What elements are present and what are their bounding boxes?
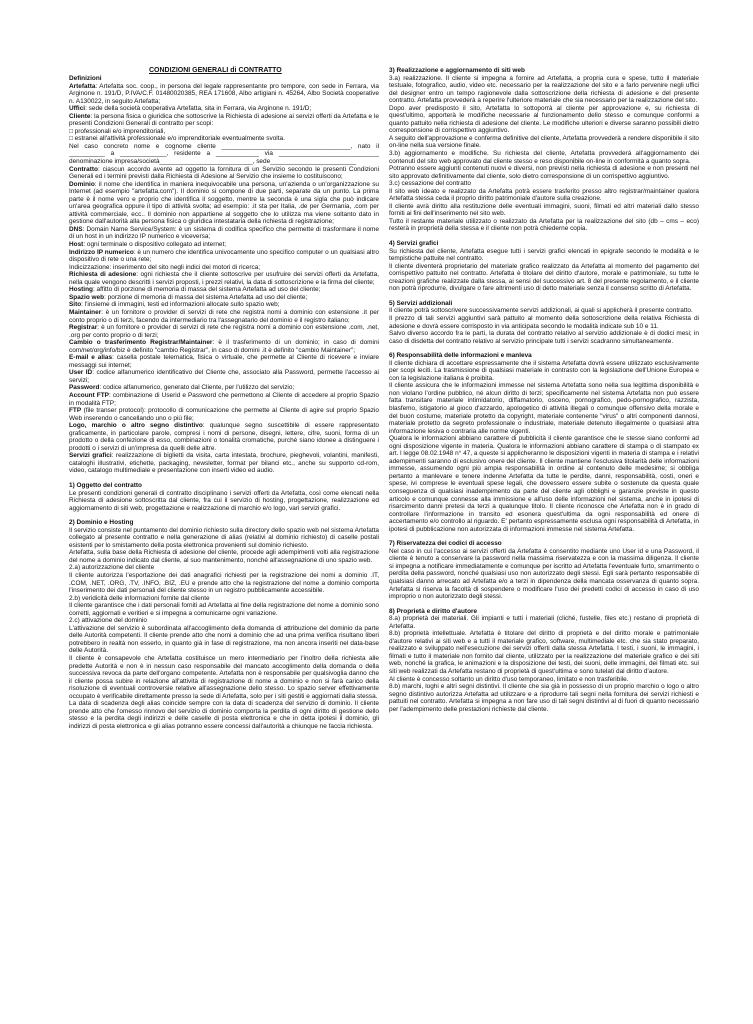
body-paragraph: Dopo aver predisposto il sito, Artefatta lo sottoporrà al cliente per approvazione e, su richiesta di quest'ultimo, apporterà le modifiche necessarie al funzionamento dello stesso e comunque conformi a quanto pattuito nella richiesta di adesione del cliente. Le modifiche ulteriori e diverse saranno possibili dietro corresponsione di corrispettivo aggiuntivo. [389,104,699,135]
body-paragraph: Le presenti condizioni generali di contratto disciplinano i servizi offerti da Artefatta, così come elencati nella Richiesta di adesione sottoscritta dal cliente, fra cui il servizio di hosting, progettazione, realizzazione ed aggiornamento di siti web, progettazione e realizzazione di marchio e/o logo, vari servizi grafici. [69,489,379,512]
definition-paragraph [69,407,379,422]
definition-term: Registrar [69,324,98,332]
definition-paragraph [69,309,379,324]
body-paragraph: 2.a) autorizzazione del cliente [69,564,155,572]
definition-text: : ciascun accordo avente ad oggetto la fornitura di un Servizio secondo le presenti Condizioni Generali ed i termini previsti dalla Richiesta di Adesione al Servizio che insieme lo costituiscono; [69,165,379,181]
definition-term: Servizi grafici [69,452,112,460]
definition-text: : combinazione di Userid e Password che permettono al Cliente di accedere al proprio Spazio in modalità FTP; [69,391,379,407]
definition-text: : qualunque segno suscettibile di essere rappresentato graficamente, in particolare parole, compresi i nomi di persone, disegni, lettere, cifre, suoni, forma di un prodotto o della confezione di esso, combinazioni o tonalità cromatiche, purché siano idonee a distinguere i prodotti o i servizi di un'impresa da quelli delle altre. [69,422,379,452]
body-paragraph: 3.c) cessazione del contratto [389,180,471,188]
body-paragraph: 8.a) proprietà dei materiali. Gli impianti e tutti i materiali (cliché, fustelle, files etc.) restano di proprietà di Artefatta. [389,615,699,630]
definition-term: Host [69,241,84,249]
definition-paragraph [69,271,379,286]
definition-text: : Artefatta soc. coop., in persona del legale rappresentante pro tempore, con sede in Ferrara, via Arginone n. 191/D, P.IVA/C.F. 01480020385, REA 171608, Albo artigiani n. 45264, Albo Società cooperative n. A130022, in seguito Artefatta; [69,82,379,105]
definition-paragraph [69,181,379,226]
definition-term: Cambio o trasferimento Registrar/Maintainer [69,339,213,347]
definition-term: E-mail e alias [69,354,113,362]
definition-paragraph [69,301,379,309]
definition-term: DNS [69,225,83,233]
body-paragraph: Il cliente dichiara di accettare espressamente che il sistema Artefatta dovrà essere utilizzato esclusivamente per scopi leciti. La trasmissione di qualsiasi materiale in contrasto con la legislazione dell'Unione Europea e con la legislazione italiana è proibita. [389,359,699,382]
definition-paragraph [69,422,379,452]
body-paragraph: Su richiesta del cliente, Artefatta esegue tutti i servizi grafici elencati in epigrafe secondo le modalità e le tempistiche pattuite nel contratto. [389,247,699,263]
definition-paragraph [69,226,379,241]
body-paragraph: A seguito dell'approvazione e conferma definitive del cliente, Artefatta provvederà a rendere disponibile il sito on-line nella sua versione finale. [389,134,699,150]
definition-paragraph [69,324,379,339]
definition-term: Cliente [69,112,91,120]
section-heading: 8) Proprietà e diritto d'autore [389,607,478,615]
definition-text: : casella postale telematica, fisica o virtuale, che permette al Cliente di ricevere e inviare messaggi sui internet; [69,354,379,369]
definition-paragraph [69,369,379,384]
definition-term: FTP [69,407,82,415]
definition-term: Maintainer [69,308,102,316]
body-paragraph: Il servizio consiste nel puntamento del dominio richiesto sulla directory dello spazio web nel sistema Artefatta collegato al presente contratto e nella generazione di alias (relativi al dominio richiesto) di caselle postali esistenti per lo smistamento della posta elettronica provenienti sul dominio richiesto. [69,526,379,549]
body-paragraph: Il prezzo di tali servizi aggiuntivi sarà pattuito al momento della sottoscrizione della relativa Richiesta di adesione e dovrà essere corrisposto in via anticipata secondo le modalità indicate sub 10 e 11. [389,314,699,330]
body-paragraph: Il cliente potrà sottoscrivere successivamente servizi addizionali, ai quali si applicherà il presente contratto. [389,307,693,315]
body-paragraph: L'attivazione del servizio è subordinata all'accoglimento della domanda di attribuzione del dominio da parte delle Autorità competenti. Il cliente prende atto che nomi a dominio che ad una prima verifica risultano liberi potrebbero in realtà non esserlo, in quanto già in fase di registrazione, ma non ancora inseriti nel data-base delle Autorità. [69,624,379,655]
body-paragraph: Potranno essere aggiunti contenuti nuovi e diversi, non previsti nella richiesta di adesione e non presenti nel sito approvato definitivamente dal cliente, solo dietro corresponsione di un corrispettivo aggiuntivo. [389,165,699,180]
body-paragraph: Indicizzazione: inserimento del sito negli indici dei motori di ricerca; [69,263,261,271]
definition-text: : ogni terminale o dispositivo collegato ad internet; [83,241,227,249]
definition-paragraph [69,339,379,354]
document-title: CONDIZIONI GENERALI di CONTRATTO [149,67,282,74]
definition-text: (file transer protocol): protocollo di comunicazione che permette al Cliente di agire sul proprio Spazio Web inserendo o cancellando uno o più file; [69,407,379,422]
right-column [389,67,699,1017]
section-heading: 3) Realizzazione e aggiornamento di siti web [389,67,525,74]
definition-paragraph [69,286,379,294]
definition-term: Spazio web [69,293,105,301]
section-heading: 6) Responsabilità delle informazioni e manleva [389,352,532,360]
definition-term: Account FTP [69,391,109,399]
section-heading: 5) Servizi addizionali [389,299,453,307]
body-paragraph: Artefatta, sulla base della Richiesta di adesione del cliente, procede agli adempimenti volti alla registrazione del nome a dominio indicato dal cliente, al suo mantenimento, nonché all'assegnazione di uno spazio web. [69,549,379,564]
definition-paragraph [69,354,379,369]
body-paragraph: Il cliente è consapevole che Artefatta costituisce un mero intermediario per l'inoltro della richiesta alle predette Autorità e non è in nessun caso responsabile del mancato accoglimento della domanda o della successiva revoca da parte dell'organo competente. Artefatta non è responsabile per qualsivoglia danno che il cliente possa subire in relazione all'attività di registrazione di nome a dominio e non si farà carico della risoluzione di eventuali controversie relative all'assegnazione dello stesso. Lo spazio server effettivamente occupato è verificabile direttamente presso la sede di Artefatta, solo per i siti gestiti e aggiornati dalla stessa. [69,655,379,700]
body-paragraph: Salvo diverso accordo fra le parti, la durata del contratto relativo al servizio addizionale è di dodici mesi; in caso di disdetta del contratto relativo al servizio principale tutti i servizi scadranno simultaneamente. [389,330,699,345]
definition-text: : codice alfanumerico identificativo del Cliente che, associato alla Password, permette l'accesso ai servizi; [69,369,379,384]
body-paragraph: □ professionali e/o imprenditoriali, [69,127,166,135]
body-paragraph: Il cliente garantisce che i dati personali forniti ad Artefatta al fine della registrazione del nome a dominio sono corretti, aggiornati e veritieri e si impegna a comunicarne ogni variazione. [69,602,379,617]
definition-text: : il nome che identifica in maniera inequivocabile una persona, un'azienda o un'organizzazione su Internet (ad esempio "artefatta.com"). Il dominio si compone di due parti, separate da un punto. La prima parte è il nome vero e proprio che identifica il soggetto, mentre la seconda è una sigla che può indicare un'area geografica oppure il tipo di attività svolta; ad esempio: .it sta per Italia, .de per Germania, .com per attività commerciale, ecc.. Il dominio non appartiene al soggetto che lo utilizza ma viene soltanto dato in gestione dall'autorità alla persona fisica o giuridica intestataria della richiesta di registrazione; [69,180,379,226]
definition-term: Richiesta di adesione [69,271,137,279]
definition-text: : è il trasferimento di un dominio; in caso di domini com/net/org/info/biz è definito "cambio Registrar", in caso di domini .it è definito "cambio Maintainer"; [69,339,379,354]
body-paragraph: Il cliente assicura che le informazioni immesse nel sistema Artefatta sono nella sua legittima disponibilità e non violano l'ordine pubblico, né alcun diritto di terzi; specificamente nel sistema Artefatta non può essere fatta transitare materiale intimidatorio, diffamatorio, osceno, pornografico, pedo-pornografico, razzista, blasfemo, istigatorio al gioco d'azzardo, apologetico di attività illegali o comunque offensivo della morale e del buon costume, materiale protetto da copyright, materiale contenente "virus" o altri componenti dannosi, materiale protetto da segreto professionale o industriale, materiale detenuto illegalmente o qualsiasi altra informazione lesiva o contraria alle norme vigenti. [389,382,699,435]
section-heading: 4) Servizi grafici [389,240,439,248]
definition-term: Hosting [69,286,93,294]
section-heading: 7) Riservatezza dei codici di accesso [389,540,502,548]
body-paragraph: Nel caso in cui l'accesso ai servizi offerti da Artefatta è consentito mediante uno User id e una Password, il cliente è tenuto a conservare la password nella massima riservatezza e con la massima diligenza. Il cliente si impegna a notificare immediatamente e comunque per iscritto ad Artefatta l'eventuale furto, smarrimento o perdita della password, nonché qualsiasi uso non autorizzato degli stessi. Egli sarà pertanto responsabile di qualsiasi danno arrecato ad Artefatta e/o a terzi in dipendenza della mancata osservanza di quanto sopra. Artefatta si riserva la facoltà di sospendere o modificare l'uso dei predetti codici di accesso in caso di uso improprio o non autorizzato degli stessi. [389,547,699,601]
body-paragraph: Il cliente autorizza l'esportazione dei dati anagrafici richiesti per la registrazione dei nomi a dominio .IT, .COM, .NET, .ORG, .TV, .INFO, .BIZ, .EU e prende atto che la registrazione del nome a dominio comporta l'inserimento dei dati personali del cliente stesso in un registro pubblicamente accessibile. [69,572,379,595]
definition-paragraph [69,249,379,264]
definition-paragraph [69,83,379,106]
definition-text: : è un fornitore o provider di servizi di rete che registra nomi a dominio con estensione .com, .net, .org per conto proprio o di terzi; [69,324,379,339]
body-paragraph: 8.b) proprietà intellettuale. Artefatta è titolare del diritto di proprietà e del diritto morale e patrimoniale d'autore relativi ai siti web e a tutti il materiale grafico, software, multimediale etc. che sia stato preparato, realizzato e sviluppato nell'esecuzione dei servizi offerti dalla stessa Artefatta. I testi, i suoni, le immagini, i filmati e tutto il materiale non fornito dal cliente, utilizzato per la realizzazione del materiale grafico e dei siti web, nonché la grafica, le animazioni e la disposizione dei testi, dei suoni, delle immagini, dei filmati etc. sui siti web realizzati da Artefatta restano di proprietà di quest'ultima e sono tutelati dal diritto d'autore. [389,630,699,676]
definition-paragraph [69,105,379,113]
definition-term: Artefatta [69,82,96,90]
definition-text: : l'insieme di immagini, testi ed informazioni allocate sullo spazio web; [81,301,280,309]
left-column [69,67,379,1017]
definition-term: Dominio [69,180,95,188]
body-paragraph: 8.b) marchi, loghi e altri segni distintivi. Il cliente che sia già in possesso di un proprio marchio o logo o altro segno distintivo autorizza Artefatta ad utilizzare e a riprodurre tali segni nella fornitura dei servizi richiesti e pattuiti nel contratto. Artefatta si impegna a non fare uso di tali segni distintivi al di fuori di quanto necessario per l'adempimento delle prestazioni richieste dal cliente. [389,683,699,713]
definition-text: : realizzazione di biglietti da visita, carta intestata, brochure, pieghevoli, volantini, manifesti, cataloghi illustrativi, etichette, packaging, newsletter, format per bilanci etc., anche su supporto cd-rom, video, catalogo multimediale e presentazione con inserti video ed audio. [69,452,379,475]
definition-term: User ID [69,369,93,377]
body-paragraph: Il cliente diventerà proprietario del materiale grafico realizzato da Artefatta al momento del pagamento del corrispettivo pattuito nel contratto. Artefatta è titolare del diritto d'autore, morale e patrimoniale, su tutte le creazioni grafiche realizzate dalla stessa, ai sensi del successivo art. 8 del presente regolamento, e il cliente non potrà riprodurre, divulgare o fare altrimenti uso di detto materiale senza il consenso scritto di Artefatta. [389,262,699,293]
definition-paragraph [69,113,379,128]
body-paragraph: 2.b) veridicità delle informazioni fornite dal cliente [69,594,210,602]
section-heading: 2) Dominio e Hosting [69,519,134,527]
definition-text: : affitto di porzione di memoria di massa del sistema Artefatta ad uso del cliente; [92,286,321,294]
definition-term: Uffici [69,105,86,113]
definition-text: : sede della società cooperativa Artefatta, sita in Ferrara, via Arginone n. 191/D; [85,105,312,113]
body-paragraph: Il cliente avrà diritto alla restituzione delle eventuali immagini, suoni, filmati ed altri materiali dallo stesso forniti ai fini dell'inserimento nel sito web. [389,202,699,218]
body-paragraph: □ estranei all'attività professionale e/o imprenditoriale eventualmente svolta. [69,135,285,143]
definition-text: : la persona fisica o giuridica che sottoscrive la Richiesta di adesione ai servizi offerti da Artefatta e le presenti Condizioni Generali di contratto per scopi: [69,112,379,128]
body-paragraph: 2.c) attivazione del dominio [69,617,148,625]
definition-term: Indirizzo IP numerico [69,248,134,256]
definition-text: : Domain Name Service/System: è un sistema di codifica specifico che permette di trasformare il nome di un host in un indirizzo IP numerico e viceversa; [69,225,379,241]
definition-paragraph [69,452,379,475]
body-paragraph: Qualora le informazioni abbiano carattere di pubblicità il cliente garantisce che le stesse siano conformi ad ogni disposizione vigente in materia. Qualora le informazioni abbiano carattere di stampa o di stampato ex art. l legge 08.02.1948 n° 47, a queste si applicheranno le disposizioni vigenti in materia di stampa e i relativi adempimenti saranno di esclusivo onere del cliente. Il cliente mantiene l'esclusiva titolarità delle informazioni immesse, assumendo ogni più ampia responsabilità in ordine al contenuto delle medesime; si obbliga pertanto a manlevare e tenere indenne Artefatta da tutte le perdite, danni, responsabilità, costi, oneri e spese, ivi comprese le eventuali spese legali, che dovessero essere subite o sostenute da questa quale conseguenza di qualsiasi inadempimento da parte del cliente agli obblighi e garanzie previste in questo articolo e comunque connesse alla immissione e all'uso delle informazioni nel sistema, anche in ipotesi di risarcimento danni pretesi da terzi a qualunque titolo. Il cliente riconosce che Artefatta non è in grado di controllare l'informazione in transito ed esonera quest'ultima da ogni responsabilità ed onere di accertamento e/o controllo al riguardo. E' pertanto espressamente esclusa ogni responsabilità di Artefatta, in ipotesi di pubblicazione non autorizzata di informazioni immesse nel sistema Artefatta. [389,435,699,533]
body-paragraph: Al cliente è concesso soltanto un diritto d'uso temporaneo, limitato e non trasferibile. [389,675,629,683]
definition-paragraph [69,166,379,181]
section-heading: Definizioni [69,75,102,82]
body-paragraph: Nel caso concreto nome e cognome cliente ____________________________________, nato il __________ a _____________, residente a ____________ via ____________________________ denominazione impresa/società__________________________, sede________________________ [69,142,379,166]
definition-paragraph [69,392,379,407]
definition-text: : codice alfanumerico, generato dal Cliente, per l'utilizzo del servizio; [99,384,295,392]
definition-text: : ogni richiesta che il cliente sottoscrive per usufruire dei servizi offerti da Artefatta, nella quale vengono descritti i servizi proposti, i prezzi relativi, la data di sottoscrizione e la firma del cliente; [69,271,379,286]
body-paragraph: Tutto il restante materiale utilizzato o realizzato da Artefatta per la realizzazione del sito (db – cms – eco) resterà in proprietà della stessa e il cliente non potrà chiederne copia. [389,217,699,233]
body-paragraph: 3.b) aggiornamento e modifiche. Su richiesta del cliente, Artefatta provvederà all'aggiornamento dei contenuti del sito web approvato dal cliente stesso e reso disponibile on-line in conformità a quanto sopra. [389,150,699,165]
definition-term: Contratto [69,165,98,173]
definition-text: : è un numero che identifica univocamente uno specifico computer o un qualsiasi altro dispositivo di rete o una rete; [69,248,379,264]
definition-term: Logo, marchio o altro segno distintivo [69,422,203,430]
definition-text: : è un fornitore o provider di servizi di rete che registra nomi a dominio con estensione .it per conto proprio o di terzi, facendo da intermediario tra l'assegnatario del dominio e il registro italiano; [69,308,379,324]
definition-term: Sito [69,301,82,309]
definition-paragraph [69,294,379,302]
section-heading: 1) Oggetto del contratto [69,481,142,489]
definition-paragraph [69,384,379,392]
definition-text: : porzione di memoria di massa del sistema Artefatta ad uso del cliente; [104,293,308,301]
body-paragraph: Il sito web ideato e realizzato da Artefatta potrà essere trasferito presso altro registrar/maintainer qualora Artefatta stessa ceda il proprio diritto patrimoniale d'autore sulla creazione. [389,187,699,203]
body-paragraph: La data di scadenza degli alias coincide sempre con la data di scadenza del servizio di dominio. Il cliente prende atto che l'omesso rinnovo del servizio di dominio comporta la perdita di ogni diritto di gestione dello stesso e la perdita degli indirizzi e delle caselle di posta elettronica e che in detta ipotesi il dominio, gli indirizzi di posta elettronica e gli alias potranno essere concessi dall'autorità a chiunque ne faccia richiesta. [69,700,379,730]
definition-paragraph [69,241,379,249]
body-paragraph: 3.a) realizzazione. Il cliente si impegna a fornire ad Artefatta, a propria cura e spese, tutto il materiale testuale, fotografico, audio, video etc. necessario per la realizzazione del sito e a farlo pervenire negli uffici del designer entro un tempo ragionevole dalla sottoscrizione della richiesta di adesione e del presente contratto. Artefatta provvederà a reperire l'ulteriore materiale che sia necessario per la realizzazione del sito. [389,74,699,105]
definition-term: Password [69,384,100,392]
